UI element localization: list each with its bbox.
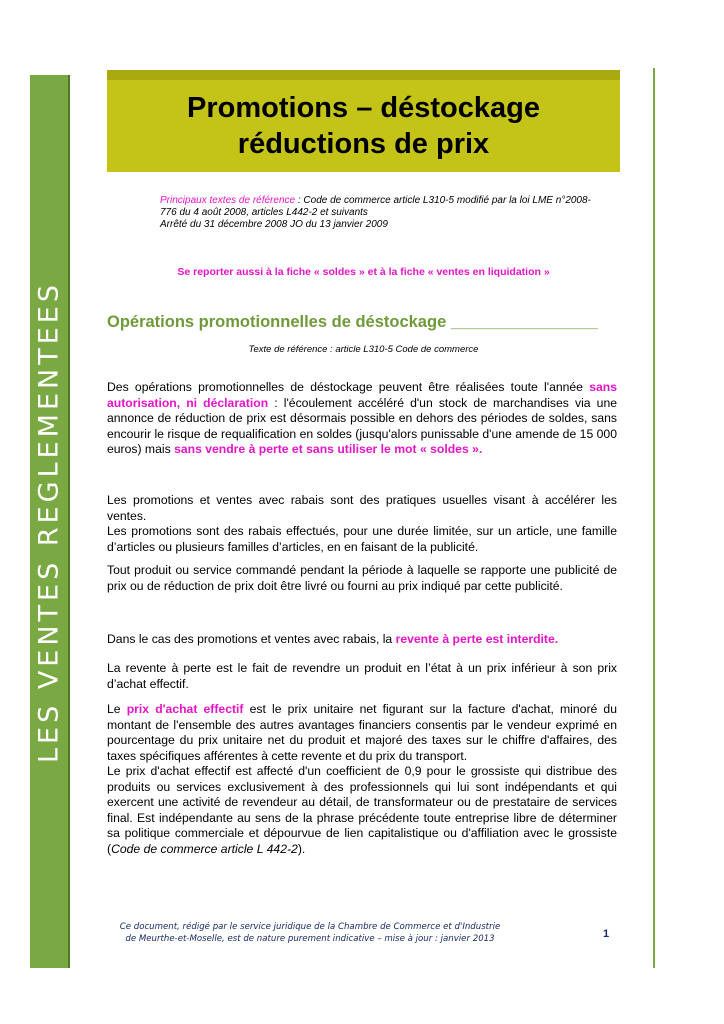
see-also-note: Se reporter aussi à la fiche « soldes » et à la fiche « ventes en liquidation » <box>177 266 550 278</box>
p2-line1: Les promotions et ventes avec rabais sont des pratiques usuelles visant à accélérer les ventes. <box>107 493 617 523</box>
reference-label: Principaux textes de référence <box>160 195 296 206</box>
paragraph-3: Tout produit ou service commandé pendant la période à laquelle se rapporte une publicité de prix ou de réduction de prix doit être livré ou fourni au prix indiqué par cette publicité. <box>107 563 617 593</box>
page-number: 1 <box>603 928 610 940</box>
footer-note <box>100 921 520 945</box>
p6-text-c: Le prix d'achat effectif est affecté d'un coefficient de 0,9 pour le grossiste qui distribue des produits ou services exclusivement à des professionnels qui lui sont indépendants et qui exercent une activité de revendeur au détail, de transformateur ou de prestataire de services final. Est indépendante au sens de la phrase précédente toute entreprise libre de déterminer sa politique commerciale et dépourvue de lien capitalistique ou d'affiliation avec le grossiste ( <box>107 764 617 856</box>
p6-highlight: prix d'achat effectif <box>126 702 244 716</box>
p1-text-a: Des opérations promotionnelles de déstockage peuvent être réalisées toute l'année <box>107 380 590 394</box>
page-title-line1: Promotions – déstockage <box>187 92 540 124</box>
sidebar-band <box>30 75 70 968</box>
paragraph-1 <box>107 380 617 458</box>
sidebar-title: LES VENTES REGLEMENTEES <box>33 280 65 763</box>
page-title-line2: réductions de prix <box>237 128 490 160</box>
p6-text-b: est le prix unitaire net figurant sur la facture d'achat, minoré du montant de l'ensemble des autres avantages financiers consentis par le vendeur exprimé en pourcentage du prix unitaire net du produit et majoré des taxes sur le chiffre d'affaires, des taxes spécifiques afférentes à cette revente et du prix du transport. <box>107 702 617 763</box>
footer-line1: Ce document, rédigé par le service juridique de la Chambre de Commerce et d'Industrie <box>119 922 501 932</box>
section-heading: Opérations promotionnelles de déstockage ________________ <box>107 313 598 331</box>
p1-text-b: : l'écoulement accéléré d'un stock de marchandises via une annonce de réduction de prix est désormais possible en dehors des périodes de soldes, sans encourir le risque de requalification en soldes (jusqu'alors punissable d'une amende de 15 000 euros) mais <box>107 395 617 456</box>
p1-highlight-2: sans vendre à perte et sans utiliser le mot « soldes ». <box>174 442 483 456</box>
paragraph-6 <box>107 702 617 857</box>
paragraph-5: La revente à perte est le fait de revendre un produit en l’état à un prix inférieur à son prix d’achat effectif. <box>107 661 617 691</box>
reference-texts <box>160 195 600 231</box>
reference-line2: Arrêté du 31 décembre 2008 JO du 13 janvier 2009 <box>160 219 388 230</box>
reference-text: : Code de commerce article L310-5 modifié par la loi LME n°2008-776 du 4 août 2008, articles L442-2 et suivants <box>160 195 591 218</box>
paragraph-2 <box>107 493 617 555</box>
footer-line2: de Meurthe-et-Moselle, est de nature purement indicative – mise à jour : janvier 2013 <box>125 934 495 944</box>
p6-end: ). <box>297 841 306 856</box>
paragraph-4 <box>107 632 617 648</box>
p2-line2: Les promotions sont des rabais effectués, pour une durée limitée, sur un article, une famille d’articles ou plusieurs familles d’articles, en en faisant de la publicité. <box>107 524 617 554</box>
p4-text: Dans le cas des promotions et ventes avec rabais, la <box>107 632 396 646</box>
p1-highlight-1: sans autorisation, ni déclaration <box>107 380 617 410</box>
title-banner <box>107 70 620 172</box>
p6-text-a: Le <box>107 702 127 716</box>
p6-citation: Code de commerce article L 442-2 <box>111 841 298 856</box>
right-margin-rule <box>653 68 655 968</box>
p4-highlight: revente à perte est interdite. <box>395 632 559 646</box>
section-reference: Texte de référence : article L310-5 Code de commerce <box>248 344 479 355</box>
